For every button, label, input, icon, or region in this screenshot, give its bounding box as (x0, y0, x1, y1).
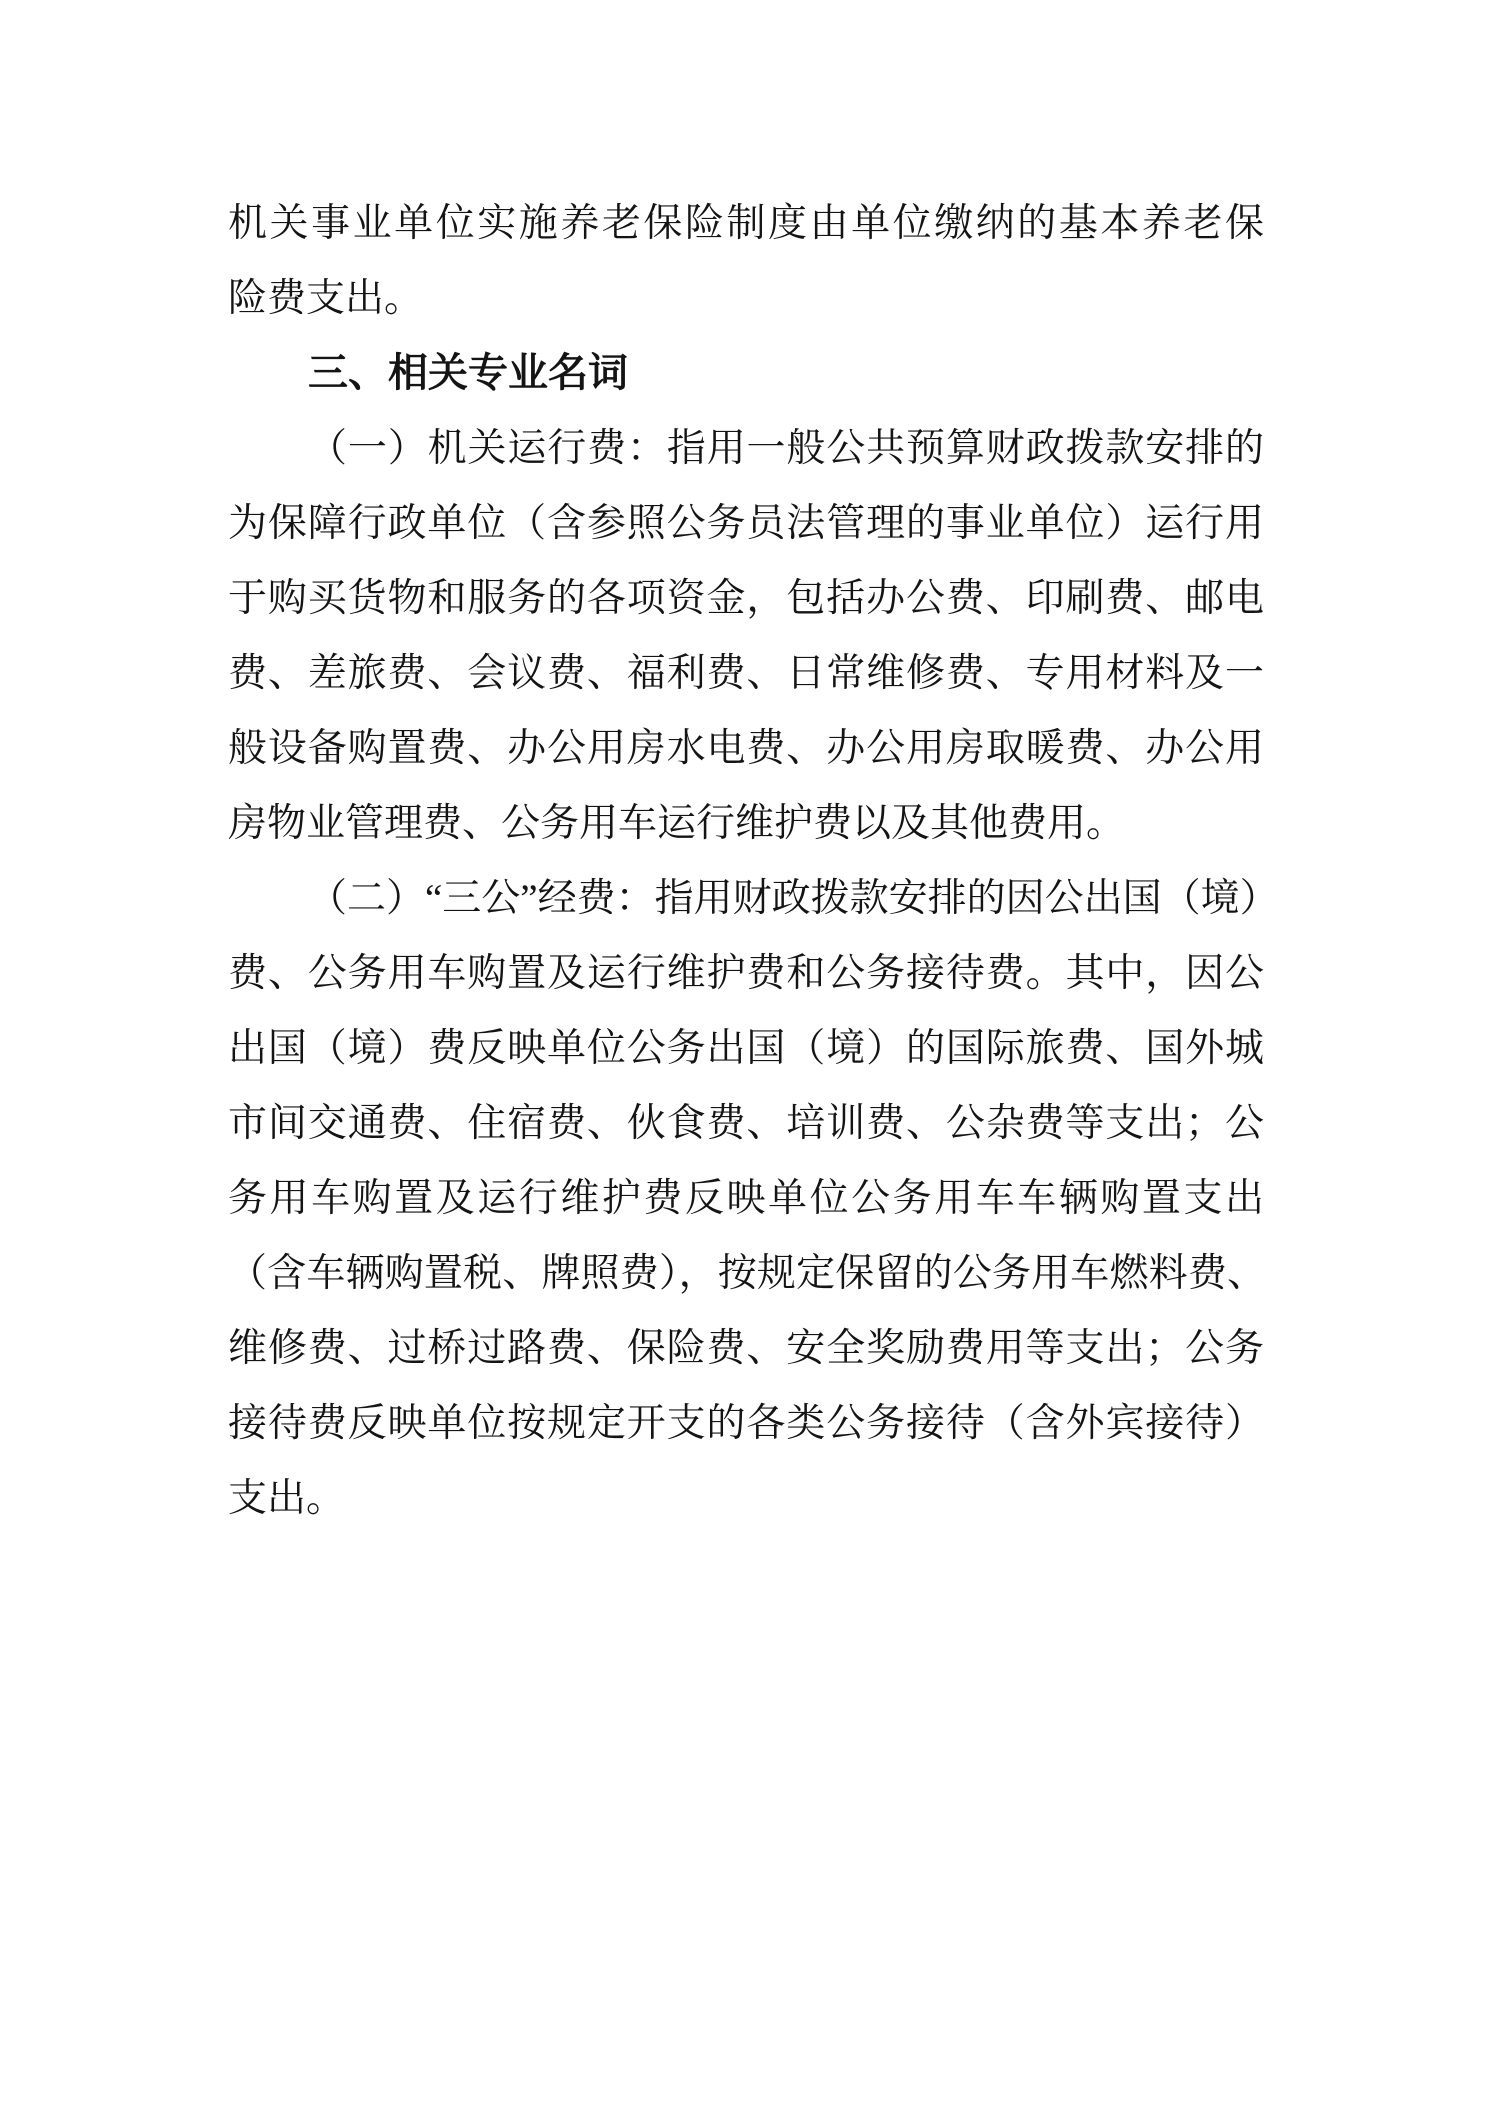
text-line: 房物业管理费、公务用车运行维护费以及其他费用。 (228, 802, 1126, 845)
text-line: 务用车购置及运行维护费反映单位公务用车车辆购置支出 (228, 1177, 1264, 1220)
text-line: 险费支出。 (228, 277, 424, 320)
text-line: 支出。 (228, 1477, 346, 1520)
text-line: 维修费、过桥过路费、保险费、安全奖励费用等支出；公务 (228, 1327, 1264, 1370)
text-line: 费、差旅费、会议费、福利费、日常维修费、专用材料及一 (228, 652, 1264, 695)
text-line: 接待费反映单位按规定开支的各类公务接待（含外宾接待） (228, 1402, 1264, 1445)
text-block (228, 186, 1279, 1536)
text-line: 出国（境）费反映单位公务出国（境）的国际旅费、国外城 (228, 1027, 1264, 1070)
section-heading: 三、相关专业名词 (308, 351, 628, 395)
text-line: （含车辆购置税、牌照费），按规定保留的公务用车燃料费、 (228, 1252, 1264, 1295)
text-line: 市间交通费、住宿费、伙食费、培训费、公杂费等支出；公 (228, 1102, 1264, 1145)
text-line: 于购买货物和服务的各项资金，包括办公费、印刷费、邮电 (228, 577, 1264, 620)
text-line: 为保障行政单位（含参照公务员法管理的事业单位）运行用 (228, 502, 1264, 545)
text-line: （一）机关运行费：指用一般公共预算财政拨款安排的 (308, 427, 1264, 470)
text-line: 般设备购置费、办公用房水电费、办公用房取暖费、办公用 (228, 727, 1264, 770)
text-line: 机关事业单位实施养老保险制度由单位缴纳的基本养老保 (228, 202, 1264, 245)
text-line: 费、公务用车购置及运行维护费和公务接待费。其中，因公 (228, 952, 1264, 995)
text-line: （二）“三公”经费：指用财政拨款安排的因公出国（境） (308, 877, 1279, 920)
